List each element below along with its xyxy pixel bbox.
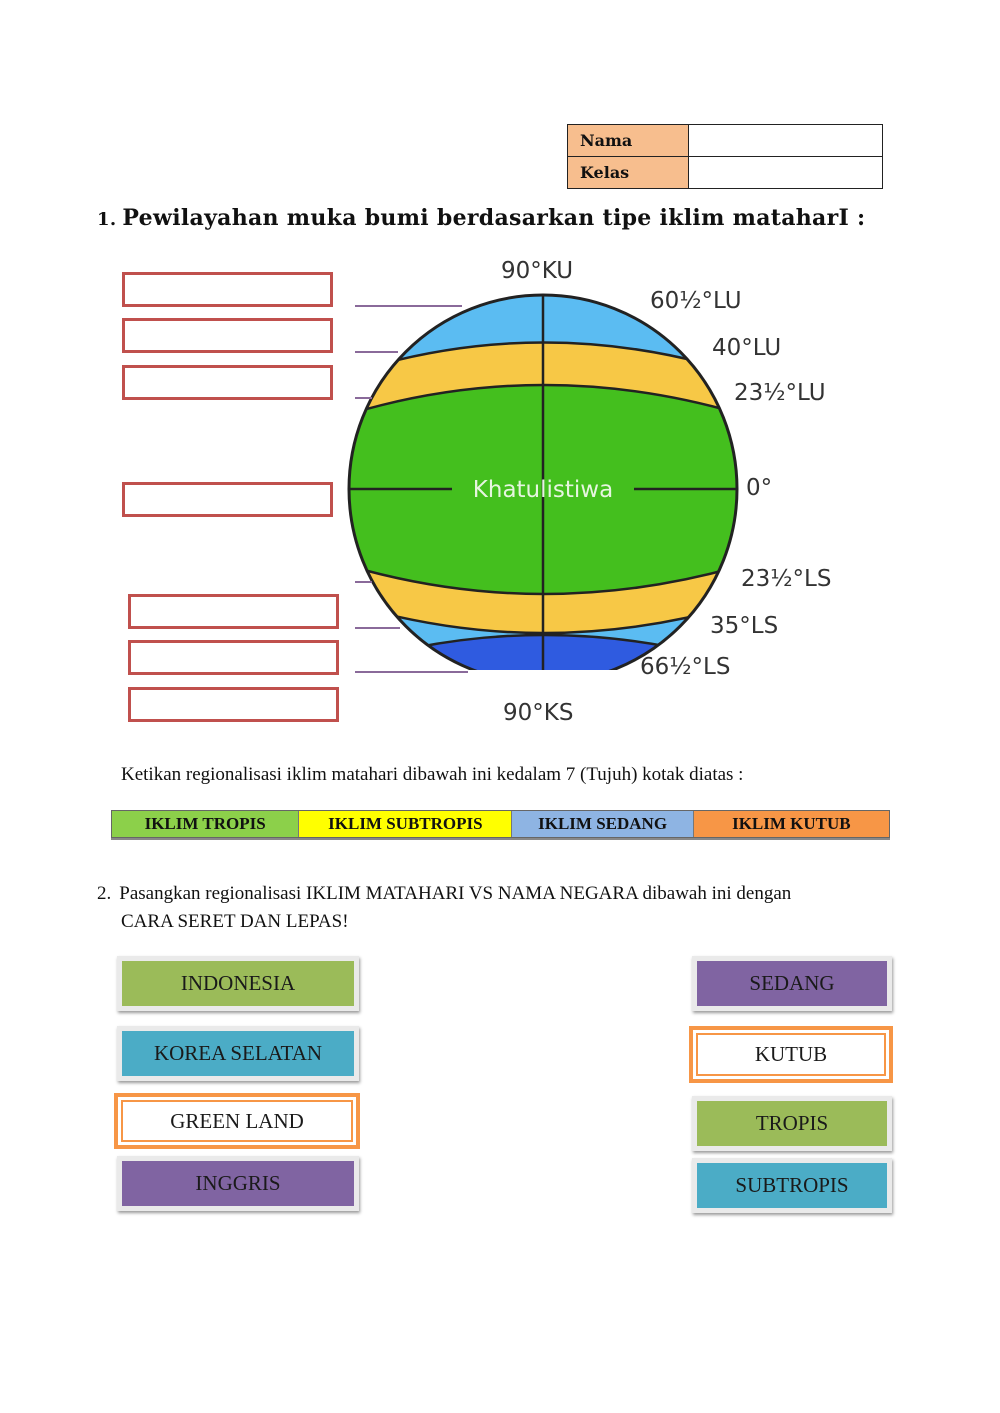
answer-box-4[interactable]: [122, 482, 333, 517]
answer-box-5[interactable]: [128, 594, 339, 629]
instruction-text: Ketikan regionalisasi iklim matahari dibawah ini kedalam 7 (Tujuh) kotak diatas :: [121, 764, 744, 785]
answer-box-3[interactable]: [122, 365, 333, 400]
lat-label-90ks: 90°KS: [503, 700, 574, 726]
answer-box-2[interactable]: [122, 318, 333, 353]
connector-lines: [340, 290, 470, 680]
climate-card-kutub[interactable]: KUTUB: [689, 1026, 893, 1083]
country-card-korea-selatan[interactable]: KOREA SELATAN: [117, 1026, 359, 1081]
nama-field[interactable]: [689, 125, 883, 157]
question-2-line2: CARA SERET DAN LEPAS!: [121, 911, 349, 932]
question-1-number: 1.: [97, 209, 117, 230]
country-card-green-land[interactable]: GREEN LAND: [114, 1093, 360, 1149]
answer-box-1[interactable]: [122, 272, 333, 307]
question-2-line1: Pasangkan regionalisasi IKLIM MATAHARI VS NAMA NEGARA dibawah ini dengan: [119, 883, 792, 904]
equator-label: Khatulistiwa: [472, 477, 614, 503]
lat-label-60lu: 60½°LU: [650, 288, 742, 314]
lat-label-40lu: 40°LU: [712, 335, 782, 361]
lat-label-23ls: 23½°LS: [741, 566, 832, 592]
climate-card-subtropis[interactable]: SUBTROPIS: [692, 1158, 892, 1213]
country-card-inggris[interactable]: INGGRIS: [117, 1156, 359, 1211]
lat-label-23lu: 23½°LU: [734, 380, 826, 406]
legend-subtropis: IKLIM SUBTROPIS: [299, 811, 512, 837]
lat-label-66ls: 66½°LS: [640, 654, 731, 680]
nama-label: Nama: [568, 125, 689, 157]
legend-kutub: IKLIM KUTUB: [694, 811, 889, 837]
climate-card-tropis[interactable]: TROPIS: [692, 1096, 892, 1151]
question-2-number: 2.: [97, 883, 112, 904]
answer-box-7[interactable]: [128, 687, 339, 722]
answer-box-6[interactable]: [128, 640, 339, 675]
legend-tropis: IKLIM TROPIS: [112, 811, 299, 837]
lat-label-35ls: 35°LS: [710, 613, 779, 639]
question-1-title: [97, 205, 865, 231]
lat-label-0: 0°: [746, 475, 773, 501]
climate-legend: [111, 810, 890, 838]
question-2: [97, 880, 791, 936]
climate-card-sedang[interactable]: SEDANG: [692, 956, 892, 1011]
country-card-indonesia[interactable]: INDONESIA: [117, 956, 359, 1011]
legend-sedang: IKLIM SEDANG: [512, 811, 693, 837]
lat-label-90ku: 90°KU: [501, 258, 574, 284]
identity-table: [567, 124, 883, 189]
kelas-field[interactable]: [689, 157, 883, 189]
kelas-label: Kelas: [568, 157, 689, 189]
question-1-text: Pewilayahan muka bumi berdasarkan tipe iklim mataharI :: [122, 205, 866, 231]
